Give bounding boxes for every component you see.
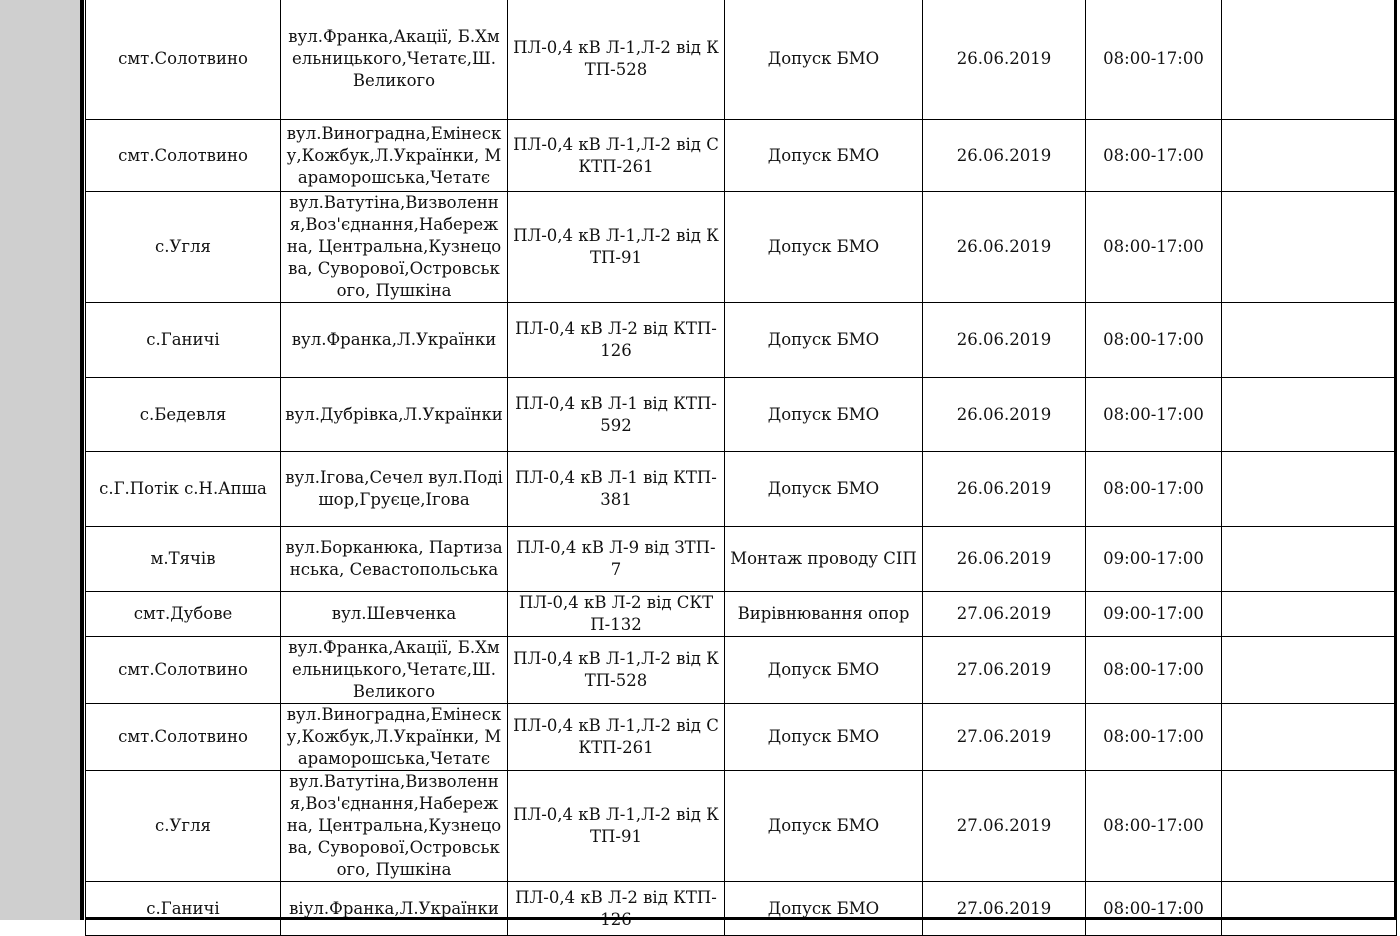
streets-cell: вул.Виноградна,Емінеску,Кожбук,Л.Українки, Мараморошська,Четатє — [281, 704, 508, 771]
settlement-cell: с.Угля — [86, 192, 281, 303]
note-cell — [1222, 882, 1397, 936]
power-line-cell: ПЛ-0,4 кВ Л-2 від КТП-126 — [508, 303, 725, 378]
settlement-cell: с.Ганичі — [86, 882, 281, 936]
note-cell — [1222, 527, 1397, 592]
streets-cell: вул.Франка,Л.Українки — [281, 303, 508, 378]
power-line-cell: ПЛ-0,4 кВ Л-1,Л-2 від СКТП-261 — [508, 120, 725, 192]
power-line-cell: ПЛ-0,4 кВ Л-9 від ЗТП-7 — [508, 527, 725, 592]
note-cell — [1222, 592, 1397, 637]
table-row — [86, 637, 1397, 704]
date-cell: 27.06.2019 — [923, 704, 1086, 771]
work-type-cell: Допуск БМО — [725, 120, 923, 192]
work-type-cell: Допуск БМО — [725, 771, 923, 882]
time-cell: 08:00-17:00 — [1086, 192, 1222, 303]
streets-cell: вул.Борканюка, Партизанська, Севастопольська — [281, 527, 508, 592]
time-cell: 08:00-17:00 — [1086, 452, 1222, 527]
time-cell: 08:00-17:00 — [1086, 704, 1222, 771]
note-cell — [1222, 303, 1397, 378]
settlement-cell: смт.Солотвино — [86, 0, 281, 120]
date-cell: 27.06.2019 — [923, 592, 1086, 637]
work-type-cell: Вирівнювання опор — [725, 592, 923, 637]
date-cell: 26.06.2019 — [923, 120, 1086, 192]
streets-cell: вул.Франка,Акації, Б.Хмельницького,Четатє,Ш. Великого — [281, 0, 508, 120]
table-right-border — [1394, 0, 1396, 920]
table-row — [86, 120, 1397, 192]
table-row — [86, 378, 1397, 452]
work-type-cell: Допуск БМО — [725, 303, 923, 378]
settlement-cell: смт.Дубове — [86, 592, 281, 637]
power-line-cell: ПЛ-0,4 кВ Л-1,Л-2 від СКТП-261 — [508, 704, 725, 771]
outage-schedule-table — [85, 0, 1397, 936]
date-cell: 26.06.2019 — [923, 527, 1086, 592]
date-cell: 26.06.2019 — [923, 378, 1086, 452]
streets-cell: вул.Франка,Акації, Б.Хмельницького,Четатє,Ш. Великого — [281, 637, 508, 704]
time-cell: 08:00-17:00 — [1086, 378, 1222, 452]
date-cell: 26.06.2019 — [923, 452, 1086, 527]
power-line-cell: ПЛ-0,4 кВ Л-1 від КТП-381 — [508, 452, 725, 527]
work-type-cell: Монтаж проводу СІП — [725, 527, 923, 592]
work-type-cell: Допуск БМО — [725, 704, 923, 771]
work-type-cell: Допуск БМО — [725, 452, 923, 527]
date-cell: 26.06.2019 — [923, 303, 1086, 378]
note-cell — [1222, 771, 1397, 882]
power-line-cell: ПЛ-0,4 кВ Л-1,Л-2 від КТП-91 — [508, 771, 725, 882]
note-cell — [1222, 637, 1397, 704]
settlement-cell: смт.Солотвино — [86, 704, 281, 771]
time-cell: 08:00-17:00 — [1086, 771, 1222, 882]
time-cell: 08:00-17:00 — [1086, 120, 1222, 192]
note-cell — [1222, 120, 1397, 192]
table-row — [86, 592, 1397, 637]
power-line-cell: ПЛ-0,4 кВ Л-1,Л-2 від КТП-91 — [508, 192, 725, 303]
date-cell: 27.06.2019 — [923, 637, 1086, 704]
streets-cell: вул.Шевченка — [281, 592, 508, 637]
streets-cell: вул.Ватутіна,Визволення,Воз'єднання,Набережна, Центральна,Кузнецова, Суворової,Островського, Пушкіна — [281, 771, 508, 882]
work-type-cell: Допуск БМО — [725, 0, 923, 120]
time-cell: 08:00-17:00 — [1086, 303, 1222, 378]
note-cell — [1222, 378, 1397, 452]
settlement-cell: с.Г.Потік с.Н.Апша — [86, 452, 281, 527]
table-row — [86, 0, 1397, 120]
power-line-cell: ПЛ-0,4 кВ Л-2 від СКТП-132 — [508, 592, 725, 637]
settlement-cell: смт.Солотвино — [86, 120, 281, 192]
note-cell — [1222, 0, 1397, 120]
table-row — [86, 771, 1397, 882]
settlement-cell: с.Бедевля — [86, 378, 281, 452]
time-cell: 09:00-17:00 — [1086, 527, 1222, 592]
streets-cell: вул.Ватутіна,Визволення,Воз'єднання,Набережна, Центральна,Кузнецова, Суворової,Островського, Пушкіна — [281, 192, 508, 303]
table-row — [86, 527, 1397, 592]
power-line-cell: ПЛ-0,4 кВ Л-1,Л-2 від КТП-528 — [508, 637, 725, 704]
date-cell: 26.06.2019 — [923, 0, 1086, 120]
settlement-cell: м.Тячів — [86, 527, 281, 592]
power-line-cell: ПЛ-0,4 кВ Л-1,Л-2 від КТП-528 — [508, 0, 725, 120]
settlement-cell: смт.Солотвино — [86, 637, 281, 704]
work-type-cell: Допуск БМО — [725, 192, 923, 303]
date-cell: 27.06.2019 — [923, 882, 1086, 936]
settlement-cell: с.Угля — [86, 771, 281, 882]
district-band — [0, 0, 84, 920]
table-row — [86, 192, 1397, 303]
note-cell — [1222, 192, 1397, 303]
time-cell: 08:00-17:00 — [1086, 0, 1222, 120]
district-label — [0, 0, 84, 60]
work-type-cell: Допуск БМО — [725, 378, 923, 452]
time-cell: 08:00-17:00 — [1086, 637, 1222, 704]
date-cell: 27.06.2019 — [923, 771, 1086, 882]
settlement-cell: с.Ганичі — [86, 303, 281, 378]
streets-cell: віул.Франка,Л.Українки — [281, 882, 508, 936]
power-line-cell: ПЛ-0,4 кВ Л-1 від КТП-592 — [508, 378, 725, 452]
streets-cell: вул.Дубрівка,Л.Українки — [281, 378, 508, 452]
table-row — [86, 303, 1397, 378]
work-type-cell: Допуск БМО — [725, 882, 923, 936]
table-row — [86, 704, 1397, 771]
note-cell — [1222, 452, 1397, 527]
streets-cell: вул.Ігова,Сечел вул.Подішор,Груєце,Ігова — [281, 452, 508, 527]
power-line-cell: ПЛ-0,4 кВ Л-2 від КТП- — [508, 882, 725, 936]
work-type-cell: Допуск БМО — [725, 637, 923, 704]
time-cell: 08:00-17:00 — [1086, 882, 1222, 936]
time-cell: 09:00-17:00 — [1086, 592, 1222, 637]
date-cell: 26.06.2019 — [923, 192, 1086, 303]
table-row — [86, 452, 1397, 527]
note-cell — [1222, 704, 1397, 771]
streets-cell: вул.Виноградна,Емінеску,Кожбук,Л.Українки, Мараморошська,Четатє — [281, 120, 508, 192]
table-row — [86, 882, 1397, 936]
